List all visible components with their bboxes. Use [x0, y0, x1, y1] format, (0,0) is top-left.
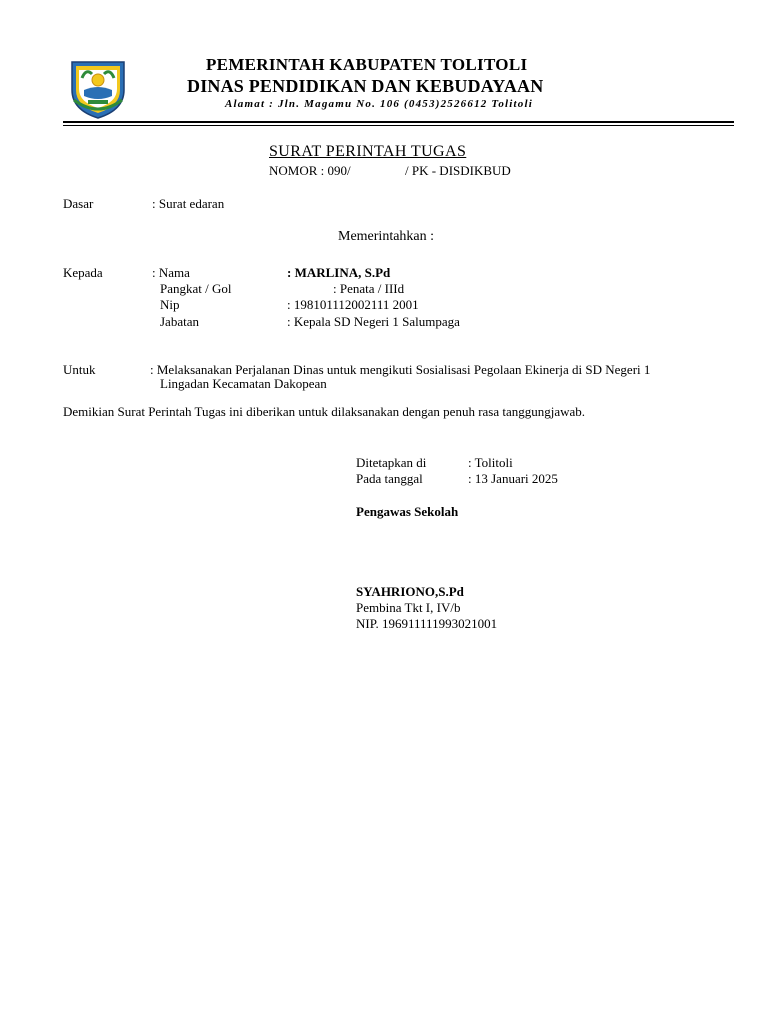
- signer-name: SYAHRIONO,S.Pd: [356, 584, 464, 599]
- nip-value: : 198101112002111 2001: [287, 297, 419, 312]
- document-title: SURAT PERINTAH TUGAS: [269, 143, 467, 160]
- header-address: Alamat : Jln. Magamu No. 106 (0453)2526612 Tolitoli: [225, 98, 534, 110]
- ditetapkan-value: : Tolitoli: [468, 455, 513, 470]
- kepada-label: Kepada: [63, 265, 103, 280]
- header-rule-thin: [63, 125, 734, 126]
- signer-nip: NIP. 196911111993021001: [356, 616, 498, 631]
- closing-statement: Demikian Surat Perintah Tugas ini diberikan untuk dilaksanakan dengan penuh rasa tanggungjawab.: [63, 404, 586, 419]
- nama-value: : MARLINA, S.Pd: [287, 265, 391, 280]
- nip-label: Nip: [160, 297, 180, 312]
- signer-position: Pengawas Sekolah: [356, 504, 459, 519]
- header-rule-thick: [63, 121, 734, 123]
- nomor-prefix: NOMOR : 090/: [269, 163, 351, 178]
- header-department-name: DINAS PENDIDIKAN DAN KEBUDAYAAN: [187, 76, 544, 96]
- header-government-name: PEMERINTAH KABUPATEN TOLITOLI: [206, 55, 528, 74]
- untuk-line-1: : Melaksanakan Perjalanan Dinas untuk mengikuti Sosialisasi Pegolaan Ekinerja di SD Negeri 1: [150, 362, 651, 377]
- untuk-label: Untuk: [63, 362, 96, 377]
- dasar-label: Dasar: [63, 196, 94, 211]
- pangkat-value: : Penata / IIId: [333, 281, 405, 296]
- nama-label: : Nama: [152, 265, 190, 280]
- signer-rank: Pembina Tkt I, IV/b: [356, 600, 461, 615]
- ditetapkan-label: Ditetapkan di: [356, 455, 427, 470]
- tanggal-label: Pada tanggal: [356, 471, 423, 486]
- untuk-line-2: Lingadan Kecamatan Dakopean: [160, 376, 327, 391]
- nomor-suffix: / PK - DISDIKBUD: [405, 163, 511, 178]
- jabatan-label: Jabatan: [160, 314, 199, 329]
- memerintahkan-heading: Memerintahkan :: [338, 229, 435, 244]
- pangkat-label: Pangkat / Gol: [160, 281, 232, 296]
- regency-crest-icon: [66, 56, 130, 120]
- tanggal-value: : 13 Januari 2025: [468, 471, 558, 486]
- jabatan-value: : Kepala SD Negeri 1 Salumpaga: [287, 314, 460, 329]
- dasar-value: : Surat edaran: [152, 196, 225, 211]
